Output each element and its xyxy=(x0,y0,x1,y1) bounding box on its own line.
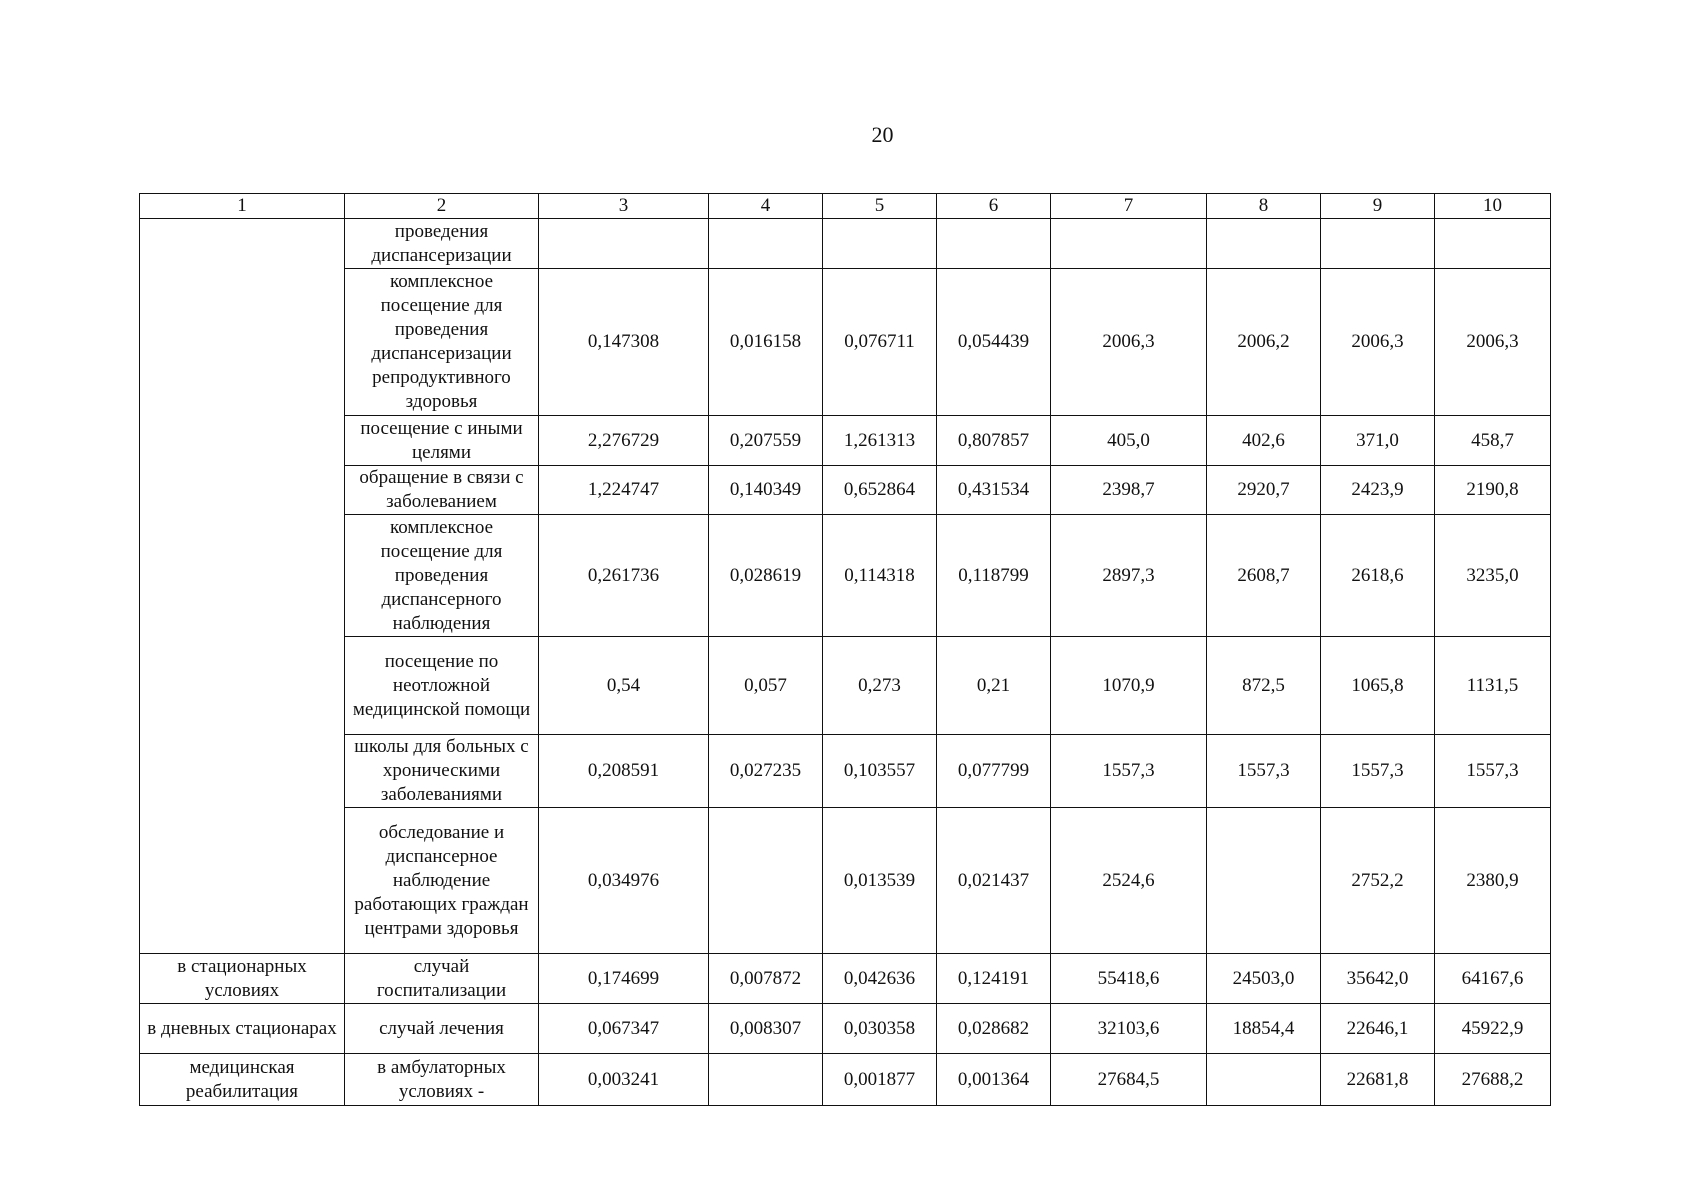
header-cell: 8 xyxy=(1207,194,1321,219)
value-cell: 1070,9 xyxy=(1051,637,1207,735)
value-cell xyxy=(937,219,1051,269)
row-label: случай лечения xyxy=(345,1004,539,1054)
value-cell: 18854,4 xyxy=(1207,1004,1321,1054)
value-cell: 402,6 xyxy=(1207,416,1321,466)
value-cell xyxy=(539,219,709,269)
value-cell: 0,076711 xyxy=(823,269,937,416)
value-cell: 0,028619 xyxy=(709,515,823,637)
value-cell: 0,21 xyxy=(937,637,1051,735)
value-cell: 2608,7 xyxy=(1207,515,1321,637)
value-cell: 0,007872 xyxy=(709,954,823,1004)
row-label: обследование и диспансерное наблюдение работающих граждан центрами здоровья xyxy=(345,808,539,954)
value-cell: 24503,0 xyxy=(1207,954,1321,1004)
value-cell: 2380,9 xyxy=(1435,808,1551,954)
table-row xyxy=(140,1054,1551,1106)
value-cell: 35642,0 xyxy=(1321,954,1435,1004)
value-cell: 0,140349 xyxy=(709,466,823,515)
value-cell xyxy=(709,808,823,954)
value-cell: 0,652864 xyxy=(823,466,937,515)
value-cell: 0,013539 xyxy=(823,808,937,954)
value-cell: 0,431534 xyxy=(937,466,1051,515)
value-cell: 0,034976 xyxy=(539,808,709,954)
header-cell: 6 xyxy=(937,194,1051,219)
row-label: в амбулаторных условиях - xyxy=(345,1054,539,1106)
value-cell: 0,021437 xyxy=(937,808,1051,954)
data-table xyxy=(139,193,1551,1106)
value-cell: 0,003241 xyxy=(539,1054,709,1106)
table-row xyxy=(140,515,1551,637)
header-cell: 4 xyxy=(709,194,823,219)
value-cell xyxy=(1435,219,1551,269)
value-cell: 2618,6 xyxy=(1321,515,1435,637)
value-cell: 2190,8 xyxy=(1435,466,1551,515)
header-cell: 10 xyxy=(1435,194,1551,219)
value-cell: 0,208591 xyxy=(539,735,709,808)
value-cell: 2006,3 xyxy=(1051,269,1207,416)
value-cell xyxy=(709,219,823,269)
value-cell: 2006,3 xyxy=(1321,269,1435,416)
value-cell: 3235,0 xyxy=(1435,515,1551,637)
table-row xyxy=(140,1004,1551,1054)
value-cell: 0,001877 xyxy=(823,1054,937,1106)
header-cell: 2 xyxy=(345,194,539,219)
header-cell: 5 xyxy=(823,194,937,219)
value-cell: 1557,3 xyxy=(1321,735,1435,808)
value-cell: 0,103557 xyxy=(823,735,937,808)
value-cell: 1,224747 xyxy=(539,466,709,515)
page-number: 20 xyxy=(871,122,894,147)
value-cell: 64167,6 xyxy=(1435,954,1551,1004)
table-row xyxy=(140,219,1551,269)
value-cell: 1065,8 xyxy=(1321,637,1435,735)
value-cell: 0,54 xyxy=(539,637,709,735)
value-cell: 2398,7 xyxy=(1051,466,1207,515)
table-row xyxy=(140,954,1551,1004)
table-row xyxy=(140,466,1551,515)
value-cell: 371,0 xyxy=(1321,416,1435,466)
value-cell: 0,147308 xyxy=(539,269,709,416)
value-cell xyxy=(1207,1054,1321,1106)
row-label: школы для больных с хроническими заболеваниями xyxy=(345,735,539,808)
value-cell: 0,001364 xyxy=(937,1054,1051,1106)
value-cell: 2752,2 xyxy=(1321,808,1435,954)
value-cell: 1557,3 xyxy=(1435,735,1551,808)
value-cell: 1131,5 xyxy=(1435,637,1551,735)
value-cell: 0,261736 xyxy=(539,515,709,637)
value-cell: 0,030358 xyxy=(823,1004,937,1054)
value-cell xyxy=(1207,219,1321,269)
value-cell xyxy=(1051,219,1207,269)
value-cell: 0,054439 xyxy=(937,269,1051,416)
value-cell: 872,5 xyxy=(1207,637,1321,735)
value-cell: 0,057 xyxy=(709,637,823,735)
value-cell: 2006,2 xyxy=(1207,269,1321,416)
value-cell: 0,174699 xyxy=(539,954,709,1004)
value-cell: 0,016158 xyxy=(709,269,823,416)
value-cell xyxy=(823,219,937,269)
value-cell: 2897,3 xyxy=(1051,515,1207,637)
value-cell: 1,261313 xyxy=(823,416,937,466)
header-row xyxy=(140,194,1551,219)
value-cell: 55418,6 xyxy=(1051,954,1207,1004)
value-cell xyxy=(709,1054,823,1106)
value-cell: 405,0 xyxy=(1051,416,1207,466)
value-cell: 27684,5 xyxy=(1051,1054,1207,1106)
value-cell: 1557,3 xyxy=(1207,735,1321,808)
row-label: обращение в связи с заболеванием xyxy=(345,466,539,515)
value-cell: 0,124191 xyxy=(937,954,1051,1004)
header-cell: 7 xyxy=(1051,194,1207,219)
category-cell: в стационарных условиях xyxy=(140,954,345,1004)
value-cell: 45922,9 xyxy=(1435,1004,1551,1054)
row-label: случай госпитализации xyxy=(345,954,539,1004)
table-row xyxy=(140,637,1551,735)
value-cell: 2,276729 xyxy=(539,416,709,466)
value-cell xyxy=(1321,219,1435,269)
value-cell: 22646,1 xyxy=(1321,1004,1435,1054)
value-cell: 0,008307 xyxy=(709,1004,823,1054)
value-cell: 27688,2 xyxy=(1435,1054,1551,1106)
header-cell: 1 xyxy=(140,194,345,219)
row-label: комплексное посещение для проведения диспансерного наблюдения xyxy=(345,515,539,637)
value-cell: 0,114318 xyxy=(823,515,937,637)
table-row xyxy=(140,735,1551,808)
value-cell: 0,077799 xyxy=(937,735,1051,808)
value-cell: 0,118799 xyxy=(937,515,1051,637)
value-cell: 0,273 xyxy=(823,637,937,735)
category-cell: в дневных стационарах xyxy=(140,1004,345,1054)
value-cell: 0,067347 xyxy=(539,1004,709,1054)
value-cell xyxy=(1207,808,1321,954)
value-cell: 1557,3 xyxy=(1051,735,1207,808)
row-label: посещение с иными целями xyxy=(345,416,539,466)
value-cell: 22681,8 xyxy=(1321,1054,1435,1106)
category-cell-empty xyxy=(140,219,345,954)
value-cell: 2006,3 xyxy=(1435,269,1551,416)
table-row xyxy=(140,416,1551,466)
category-cell: медицинская реабилитация xyxy=(140,1054,345,1106)
value-cell: 0,028682 xyxy=(937,1004,1051,1054)
value-cell: 2423,9 xyxy=(1321,466,1435,515)
value-cell: 2920,7 xyxy=(1207,466,1321,515)
value-cell: 458,7 xyxy=(1435,416,1551,466)
row-label: проведения диспансеризации xyxy=(345,219,539,269)
value-cell: 0,207559 xyxy=(709,416,823,466)
value-cell: 32103,6 xyxy=(1051,1004,1207,1054)
value-cell: 0,807857 xyxy=(937,416,1051,466)
row-label: посещение по неотложной медицинской помощи xyxy=(345,637,539,735)
value-cell: 0,027235 xyxy=(709,735,823,808)
header-cell: 9 xyxy=(1321,194,1435,219)
value-cell: 2524,6 xyxy=(1051,808,1207,954)
value-cell: 0,042636 xyxy=(823,954,937,1004)
header-cell: 3 xyxy=(539,194,709,219)
table-row xyxy=(140,269,1551,416)
table-row xyxy=(140,808,1551,954)
row-label: комплексное посещение для проведения диспансеризации репродуктивного здоровья xyxy=(345,269,539,416)
